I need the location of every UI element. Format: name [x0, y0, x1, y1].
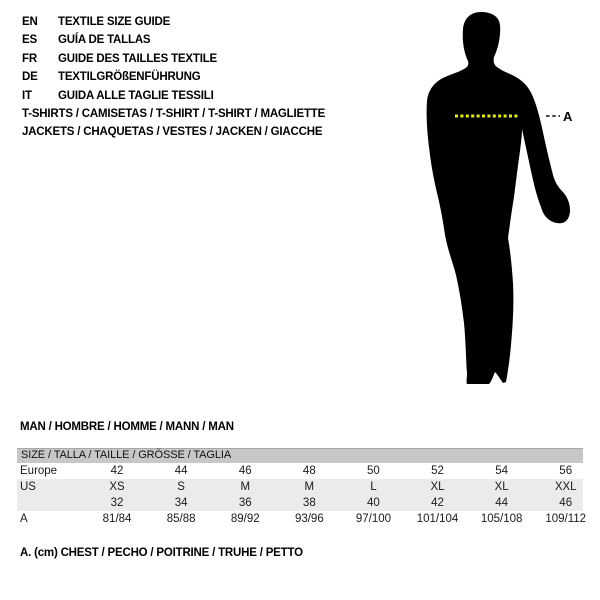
measure-label-a: A	[563, 109, 573, 124]
size-cell: 32	[110, 497, 124, 509]
size-cell: XS	[109, 481, 125, 493]
language-label: GUÍA DE TALLAS	[58, 34, 151, 47]
table-row-a-chest	[17, 511, 598, 528]
size-cell: 105/108	[480, 513, 523, 525]
size-cell: 40	[367, 497, 380, 509]
language-row-it	[22, 87, 217, 105]
size-table	[17, 448, 600, 528]
size-cell: 89/92	[230, 513, 260, 525]
category-line-jackets: JACKETS / CHAQUETAS / VESTES / JACKEN / GIACCHE	[22, 125, 323, 138]
size-cell: M	[304, 481, 315, 493]
language-row-es	[22, 31, 217, 49]
size-cell: 97/100	[355, 513, 392, 525]
size-cell: L	[370, 481, 377, 493]
size-cell: 93/96	[294, 513, 324, 525]
size-cell: 52	[431, 465, 444, 477]
size-cell: 46	[238, 465, 252, 477]
size-cell: 42	[431, 497, 444, 509]
table-row-us-numbers	[17, 495, 598, 511]
measurement-figure	[415, 5, 580, 395]
size-cell: 48	[302, 465, 316, 477]
size-cell: 46	[559, 497, 573, 509]
row-label: US	[20, 481, 36, 493]
language-label: GUIDE DES TAILLES TEXTILE	[58, 52, 217, 65]
size-cell: 85/88	[166, 513, 196, 525]
size-cell: 44	[495, 497, 508, 509]
language-code: EN	[22, 16, 38, 28]
language-label: TEXTILE SIZE GUIDE	[58, 16, 171, 28]
row-label: A	[20, 513, 28, 525]
table-row-us-letters	[17, 479, 598, 495]
size-cell: S	[177, 481, 185, 493]
row-label: Europe	[20, 465, 58, 477]
language-label: TEXTILGRÖßENFÜHRUNG	[58, 71, 201, 84]
language-code: IT	[22, 89, 32, 102]
size-cell: 56	[559, 465, 573, 477]
man-silhouette-svg	[415, 5, 580, 395]
language-label: GUIDA ALLE TAGLIE TESSILI	[58, 89, 214, 102]
size-cell: XXL	[554, 481, 577, 493]
language-code: ES	[22, 34, 37, 47]
size-cell: 44	[174, 465, 188, 477]
size-table-header: SIZE / TALLA / TAILLE / GRÖSSE / TAGLIA	[21, 449, 232, 461]
footnote-chest-measure: A. (cm) CHEST / PECHO / POITRINE / TRUHE / PETTO	[20, 547, 303, 559]
size-cell: 38	[302, 497, 316, 509]
size-cell: 54	[495, 465, 508, 477]
size-cell: XL	[430, 481, 445, 493]
language-row-en	[22, 13, 217, 31]
size-cell: 101/104	[416, 513, 459, 525]
size-cell: XL	[494, 481, 509, 493]
garment-categories	[22, 106, 325, 141]
row-label	[17, 495, 85, 511]
man-silhouette	[427, 12, 570, 384]
size-cell: 34	[174, 497, 188, 509]
language-code: DE	[22, 71, 38, 84]
language-row-fr	[22, 50, 217, 68]
size-cell: 81/84	[102, 513, 132, 525]
language-guide-list	[22, 13, 217, 105]
section-title-man: MAN / HOMBRE / HOMME / MANN / MAN	[20, 421, 234, 433]
table-row-europe	[17, 463, 598, 479]
size-cell: M	[240, 481, 251, 493]
category-line-tshirts: T-SHIRTS / CAMISETAS / T-SHIRT / T-SHIRT / MAGLIETTE	[22, 108, 326, 120]
size-cell: 36	[238, 497, 252, 509]
language-code: FR	[22, 52, 37, 65]
size-cell: 42	[110, 465, 124, 477]
size-cell: 109/112	[545, 513, 587, 525]
language-row-de	[22, 68, 217, 86]
size-cell: 50	[367, 465, 380, 477]
